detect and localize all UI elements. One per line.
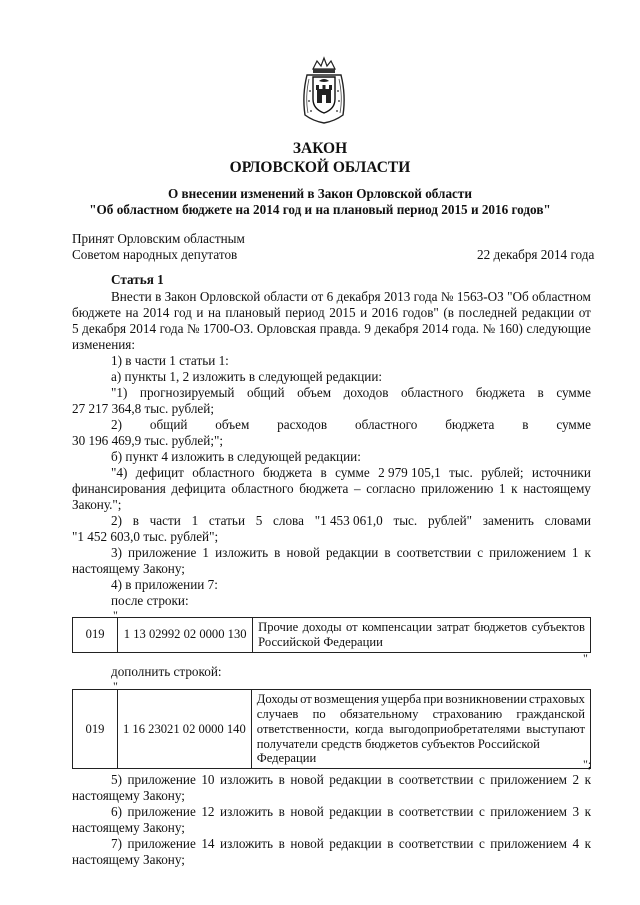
intro-line4: изменения: — [72, 337, 136, 352]
word: в — [132, 513, 139, 528]
word: от — [578, 305, 591, 320]
word: 1700-ОЗ. — [203, 321, 254, 336]
item-1a-1-end: 27 217 364,8 тыс. рублей; — [72, 401, 214, 416]
word: и — [360, 305, 368, 320]
word: 4 — [572, 836, 580, 851]
intro-line3 — [72, 321, 591, 337]
word: когда — [355, 721, 384, 736]
row1-kbk: 1 13 02992 02 0000 130 — [118, 618, 253, 653]
word: дефицит — [135, 465, 184, 480]
word: 9 — [364, 321, 371, 336]
word: № — [186, 321, 200, 336]
word: области — [263, 289, 308, 304]
adoption-date: 22 декабря 2014 года — [477, 247, 595, 262]
intro-line1 — [111, 289, 591, 305]
word: 3 — [572, 804, 580, 819]
word: обязательному — [339, 706, 419, 721]
adoption-line1: Принят Орловским областным — [72, 231, 245, 246]
word: плановый — [225, 305, 281, 320]
word: заменить — [482, 513, 534, 528]
word: областного — [354, 417, 418, 432]
item-4-add: дополнить строкой: — [111, 664, 222, 679]
word: изложить — [220, 836, 274, 851]
word: Внести — [111, 289, 152, 304]
word: к — [511, 481, 518, 496]
word: 5) — [111, 772, 122, 787]
word: 160) — [498, 321, 523, 336]
word: новой — [290, 804, 324, 819]
law-subtitle-line2: "Об областном бюджете на 2014 год и на плановый период 2015 и 2016 годов" — [89, 202, 551, 217]
word: 1 — [202, 545, 210, 560]
word: в — [387, 804, 394, 819]
word: Орловской — [199, 289, 261, 304]
item-1a: а) пункты 1, 2 изложить в следующей редакции: — [111, 369, 383, 384]
word: страховых — [529, 692, 585, 706]
word: областного — [400, 385, 464, 400]
word: бюджета — [299, 481, 349, 496]
word: года. — [451, 321, 480, 336]
row2-desc-line1 — [257, 692, 585, 707]
word: (в — [443, 305, 454, 320]
word: по — [312, 706, 326, 721]
row1-desc — [253, 618, 591, 653]
word: редакции — [325, 545, 379, 560]
word: при — [423, 692, 444, 706]
word: "4) — [111, 465, 128, 480]
row2-kbk: 1 16 23021 02 0000 140 — [117, 690, 251, 769]
word: последней — [458, 305, 518, 320]
word: редакции — [521, 305, 575, 320]
word: доходы — [302, 620, 342, 634]
word: рублей" — [427, 513, 473, 528]
word: 6 — [326, 289, 334, 304]
word: "1 453 061,0 — [314, 513, 383, 528]
word: сумме — [556, 385, 591, 400]
word: приложение — [127, 804, 196, 819]
word: 2) — [111, 513, 122, 528]
word: доходов — [343, 385, 389, 400]
word: к — [584, 836, 591, 851]
word: возмещения — [314, 692, 380, 706]
word: областного — [231, 481, 294, 496]
word: соответствии — [396, 545, 472, 560]
item-1: 1) в части 1 статьи 1: — [111, 353, 229, 368]
word: новой — [290, 772, 324, 787]
item-4-after: после строки: — [111, 593, 189, 608]
word: приложение — [128, 545, 197, 560]
adoption-line2: Советом народных депутатов — [72, 247, 238, 262]
word: 2 — [572, 772, 580, 787]
word: словами — [544, 513, 591, 528]
word: и — [196, 305, 204, 320]
word: Прочие — [258, 620, 299, 634]
word: в — [278, 772, 285, 787]
word: бюджета — [475, 385, 526, 400]
word: 5 — [72, 321, 79, 336]
word: 2014 — [422, 321, 449, 336]
word: части — [149, 513, 181, 528]
word: к — [584, 772, 591, 787]
word: 12 — [201, 804, 215, 819]
word: декабря — [336, 289, 381, 304]
word: 3) — [111, 545, 122, 560]
item-1b-end: Закону."; — [72, 497, 122, 512]
item-1a-2 — [111, 417, 591, 433]
intro-line2 — [72, 305, 591, 321]
word: в — [320, 465, 327, 480]
item-2 — [111, 513, 591, 529]
word: год — [173, 305, 192, 320]
word: года — [159, 321, 184, 336]
word: 7) — [111, 836, 122, 851]
word: период — [285, 305, 325, 320]
word: редакции — [329, 772, 382, 787]
word: ответственности, — [256, 721, 350, 736]
row2-desc — [251, 690, 590, 769]
word: ущерба — [381, 692, 422, 706]
word: правда. — [319, 321, 361, 336]
word: Закон — [164, 289, 197, 304]
word: на — [125, 305, 139, 320]
word: финансирования — [72, 481, 166, 496]
word: декабря — [82, 321, 127, 336]
quote-close-1: " — [583, 651, 588, 665]
word: в — [522, 417, 529, 432]
word: 2016 — [371, 305, 399, 320]
item-3-end: настоящему Закону; — [72, 561, 185, 576]
table-row-after — [72, 617, 591, 653]
item-4: 4) в приложении 7: — [111, 577, 218, 592]
word: сумме — [335, 465, 370, 480]
word: приложением — [490, 804, 567, 819]
word: тыс. — [393, 513, 418, 528]
word: общий — [246, 385, 285, 400]
word: субъектов — [531, 620, 585, 634]
row1-code: 019 — [73, 618, 118, 653]
word: затрат — [436, 620, 470, 634]
word: бюджетов — [473, 620, 528, 634]
word: возникновении — [445, 692, 527, 706]
word: в — [384, 545, 391, 560]
word: Орловская — [256, 321, 317, 336]
item-5-end: настоящему Закону; — [72, 788, 185, 803]
word: изложить — [220, 772, 274, 787]
word: на — [207, 305, 221, 320]
quote-open-2: " — [113, 679, 118, 693]
item-1a-1 — [111, 385, 591, 401]
word: годов" — [402, 305, 439, 320]
item-1b: б) пункт 4 изложить в следующей редакции: — [111, 449, 361, 464]
word: рублей; — [481, 465, 524, 480]
law-title: ЗАКОН — [292, 140, 348, 157]
word: гражданской — [516, 706, 585, 721]
word: статьи — [208, 513, 245, 528]
word: № — [482, 321, 496, 336]
word: 10 — [201, 772, 215, 787]
word: "1) — [111, 385, 128, 400]
item-6 — [111, 804, 591, 820]
row2-code: 019 — [73, 690, 118, 769]
row2-desc-line3 — [257, 722, 585, 737]
word: Доходы — [256, 692, 298, 706]
word: с — [477, 545, 484, 560]
word: от — [346, 620, 358, 634]
word: объем — [297, 385, 332, 400]
word: областном — [532, 289, 591, 304]
row1-desc-line1 — [258, 620, 585, 635]
row2-desc-line4: получатели средств бюджетов субъектов Российской Федерации — [256, 736, 540, 766]
word: № — [440, 289, 454, 304]
word: сумме — [556, 417, 591, 432]
item-2-end: "1 452 603,0 тыс. рублей"; — [72, 529, 219, 544]
word: приложение — [127, 772, 196, 787]
article-heading: Статья 1 — [111, 272, 164, 287]
word: от — [311, 289, 324, 304]
word: приложением — [490, 772, 567, 787]
word: в — [155, 289, 162, 304]
word: дефицита — [171, 481, 226, 496]
word: года — [413, 289, 438, 304]
word: редакции — [329, 804, 382, 819]
word: источники — [531, 465, 591, 480]
quote-close-2: "; — [583, 757, 592, 771]
row2-desc-line2 — [257, 707, 585, 722]
word: объем — [215, 417, 250, 432]
word: 1 — [191, 513, 199, 528]
word: 14 — [201, 836, 215, 851]
word: редакции — [329, 836, 382, 851]
word: 2014 — [129, 321, 157, 336]
region-title: ОРЛОВСКОЙ ОБЛАСТИ — [229, 159, 411, 176]
word: соответствии — [398, 804, 474, 819]
word: случаев — [256, 706, 299, 721]
word: тыс. — [449, 465, 473, 480]
word: декабря — [374, 321, 419, 336]
word: 6) — [111, 804, 122, 819]
item-7-end: настоящему Закону; — [72, 852, 185, 867]
item-3 — [111, 545, 591, 561]
item-1a-2-end: 30 196 469,9 тыс. рублей;"; — [72, 433, 224, 448]
word: к — [584, 545, 591, 560]
word: соответствии — [398, 772, 474, 787]
word: областного — [192, 465, 255, 480]
word: компенсации — [362, 620, 433, 634]
word: от — [300, 692, 312, 706]
item-1b-2 — [72, 481, 591, 497]
word: в — [278, 836, 285, 851]
word: настоящему — [523, 481, 591, 496]
word: приложение — [127, 836, 196, 851]
word: приложением — [490, 836, 567, 851]
word: бюджета — [445, 417, 495, 432]
word: изложить — [215, 545, 269, 560]
word: расходов — [277, 417, 328, 432]
word: слова — [273, 513, 304, 528]
word: прогнозируемый — [139, 385, 235, 400]
quote-open-1: " — [113, 608, 118, 622]
word: 1 — [498, 481, 506, 496]
word: в — [537, 385, 544, 400]
word: согласно — [366, 481, 416, 496]
word: 2) — [111, 417, 122, 432]
word: соответствии — [398, 836, 474, 851]
item-5 — [111, 772, 591, 788]
word: новой — [290, 836, 324, 851]
word: к — [584, 804, 591, 819]
word: с — [478, 804, 485, 819]
word: бюджете — [72, 305, 122, 320]
word: 1563-ОЗ — [456, 289, 504, 304]
item-7 — [111, 836, 591, 852]
word: с — [478, 836, 485, 851]
word: 2015 — [329, 305, 356, 320]
word: 2014 — [142, 305, 170, 320]
row1-desc-line2: Российской Федерации — [258, 634, 383, 649]
law-subtitle-line1: О внесении изменений в Закон Орловской области — [168, 186, 472, 201]
word: – — [354, 481, 361, 496]
word: в — [387, 836, 394, 851]
table-row-new — [72, 689, 591, 769]
word: с — [478, 772, 485, 787]
word: бюджета — [262, 465, 313, 480]
word: следующие — [526, 321, 591, 336]
word: в — [387, 772, 394, 787]
coat-of-arms-icon — [299, 55, 349, 125]
word: общий — [149, 417, 188, 432]
word: приложению — [420, 481, 494, 496]
word: изложить — [220, 804, 274, 819]
word: выгодоприобретателями — [389, 721, 521, 736]
word: новой — [286, 545, 320, 560]
word: приложением — [489, 545, 566, 560]
word: страхованию — [432, 706, 503, 721]
word: 2 979 105,1 — [378, 465, 441, 480]
word: 2013 — [383, 289, 411, 304]
word: в — [274, 545, 281, 560]
item-1b-1 — [111, 465, 591, 481]
word: 5 — [255, 513, 263, 528]
word: в — [278, 804, 285, 819]
item-6-end: настоящему Закону; — [72, 820, 185, 835]
word: выступают — [526, 721, 585, 736]
word: "Об — [507, 289, 529, 304]
word: 1 — [571, 545, 579, 560]
